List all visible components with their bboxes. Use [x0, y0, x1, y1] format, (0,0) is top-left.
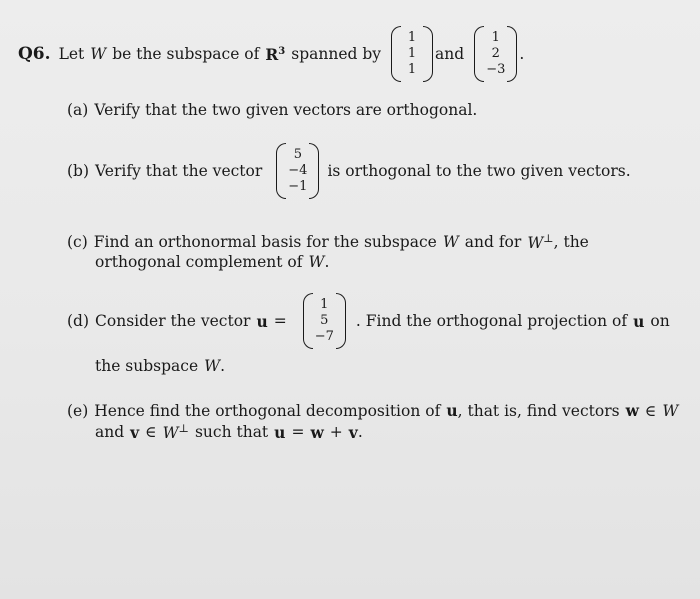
part-d-pre: Consider the vector: [95, 312, 251, 330]
v2-entry-1: 1: [491, 30, 500, 45]
intro-pre: Let: [58, 45, 85, 63]
vector-b: [288, 147, 307, 195]
part-c-line2: [95, 253, 329, 271]
vu-entry-2: 5: [320, 313, 329, 328]
part-c-line1: [67, 232, 589, 252]
intro-mid: be the subspace of: [112, 45, 260, 63]
header-period: .: [519, 45, 525, 63]
part-d-u: u: [256, 311, 268, 331]
part-e-w2: w: [310, 422, 324, 442]
part-e-line1: [67, 401, 678, 420]
part-e-w: w: [625, 401, 639, 420]
part-d-line2: [95, 357, 225, 375]
part-d-W: W: [204, 357, 221, 375]
part-d-line2-post: .: [220, 357, 226, 375]
v1-entry-2: 1: [407, 46, 417, 61]
part-e-eq: =: [291, 423, 305, 442]
part-e-line2: [95, 422, 363, 442]
vector-v2: [486, 30, 505, 78]
part-e-end: .: [357, 423, 363, 442]
part-e-and: and: [95, 423, 125, 442]
part-d-on: on: [650, 312, 670, 330]
part-c-line2-post: .: [324, 253, 330, 271]
part-e-u2: u: [274, 422, 286, 442]
part-d-label: (d): [67, 312, 90, 330]
part-e-v: v: [130, 422, 140, 442]
part-a-label: (a): [67, 101, 89, 119]
part-d-eq: =: [273, 312, 287, 330]
part-d-post: . Find the orthogonal projection of: [355, 312, 628, 330]
part-c-W: W: [442, 233, 459, 252]
part-c-line2-pre: orthogonal complement of: [95, 253, 303, 271]
part-c-line1-pre: Find an orthonormal basis for the subspace: [93, 233, 437, 252]
question-header: [18, 30, 524, 78]
vb-entry-2: −4: [288, 163, 308, 178]
part-b: [67, 147, 631, 195]
v1-entry-3: 1: [407, 62, 417, 77]
vector-u: [315, 297, 334, 345]
part-e-plus: +: [329, 423, 343, 442]
part-c-line1-mid: and for: [464, 233, 522, 252]
vb-entry-1: 5: [293, 147, 302, 162]
part-e-W: W: [662, 401, 679, 420]
part-b-label: (b): [67, 162, 90, 180]
part-c-W2: W: [308, 253, 325, 271]
part-e-line1-pre: Hence find the orthogonal decomposition of: [94, 401, 441, 420]
subspace-symbol: W: [90, 45, 107, 63]
part-d-line2-pre: the subspace: [95, 357, 199, 375]
r3-symbol: $R^3$: [265, 44, 286, 64]
part-c-Wperp: W⊥: [527, 232, 554, 253]
and-text: and: [435, 45, 465, 63]
part-e-v2: v: [348, 422, 358, 442]
v2-entry-2: 2: [491, 46, 500, 61]
spanned-by-text: spanned by: [291, 45, 382, 63]
part-d-u2: u: [633, 311, 645, 331]
part-c-line1-post: , the: [553, 233, 589, 252]
vb-entry-3: −1: [288, 179, 308, 194]
part-b-post: is orthogonal to the two given vectors.: [327, 162, 631, 180]
part-c-label: (c): [67, 233, 88, 252]
part-e-Wperp: W⊥: [162, 422, 189, 443]
question-number: Q6.: [18, 44, 51, 64]
part-a: [67, 101, 477, 119]
part-a-text: Verify that the two given vectors are orthogonal.: [94, 101, 478, 119]
part-e-such-that: such that: [194, 423, 269, 442]
part-d-line1: [67, 297, 670, 345]
vector-v1: [403, 30, 421, 78]
v2-entry-3: −3: [486, 62, 506, 77]
part-b-pre: Verify that the vector: [95, 162, 263, 180]
vu-entry-3: −7: [314, 329, 334, 344]
part-e-u: u: [446, 401, 458, 420]
part-e-in2: ∈: [145, 423, 157, 442]
part-e-label: (e): [67, 401, 89, 420]
part-e-in: ∈: [644, 401, 657, 420]
vu-entry-1: 1: [320, 297, 329, 312]
part-e-line1-mid: , that is, find vectors: [457, 401, 620, 420]
v1-entry-1: 1: [407, 30, 417, 45]
